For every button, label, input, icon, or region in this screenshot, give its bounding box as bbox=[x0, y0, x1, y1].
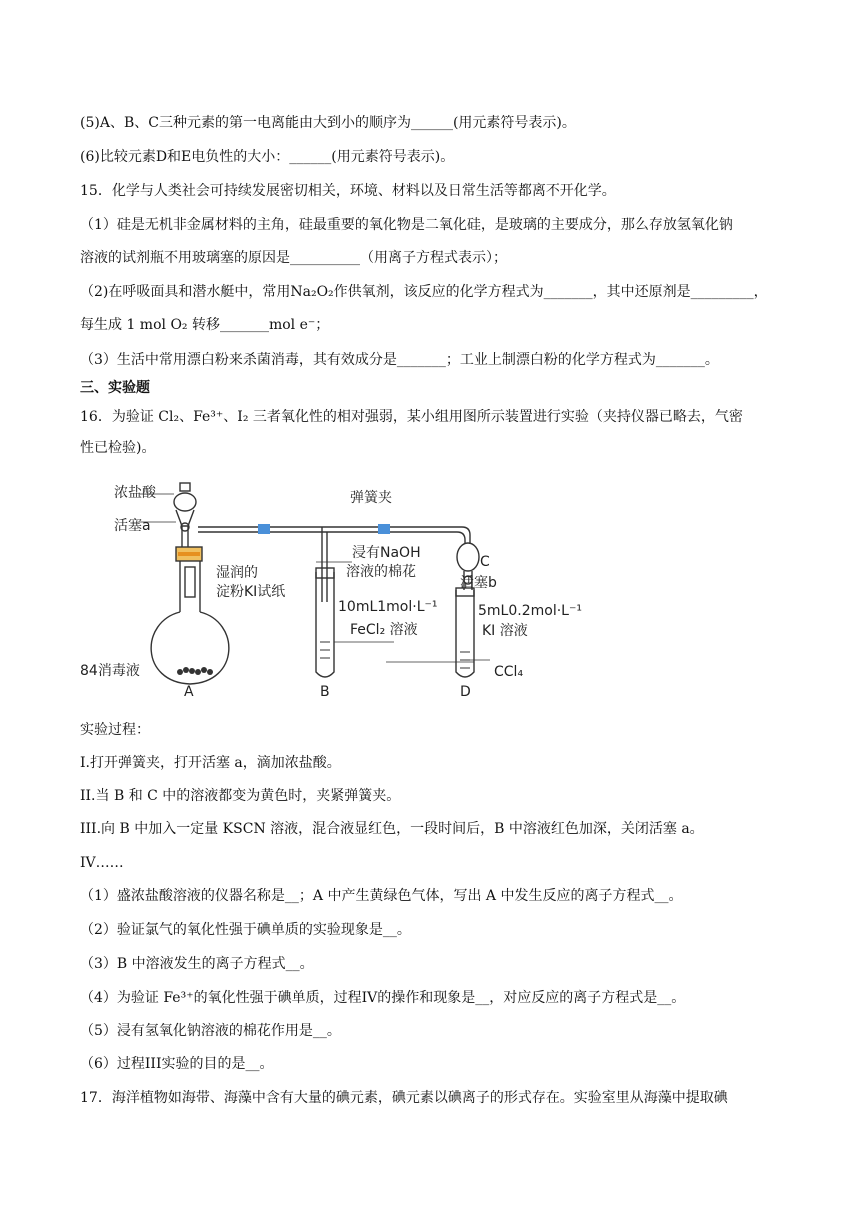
label-ki: KI 溶液 bbox=[482, 623, 528, 639]
q16-part6: （6）过程III实验的目的是__。 bbox=[80, 1056, 274, 1072]
process-title: 实验过程： bbox=[80, 722, 150, 738]
step-4: IV…… bbox=[80, 855, 124, 871]
q16-part3: （3）B 中溶液发生的离子方程式__。 bbox=[80, 956, 314, 972]
q14-line6: (6)比较元素D和E电负性的大小：______(用元素符号表示)。 bbox=[80, 149, 455, 165]
step-3: III.向 B 中加入一定量 KSCN 溶液，混合液显红色，一段时间后，B 中溶液红色加深，关闭活塞 a。 bbox=[80, 821, 704, 837]
q16-part4: （4）为验证 Fe³⁺的氧化性强于碘单质，过程IV的操作和现象是__，对应反应的离子方程式是__。 bbox=[80, 990, 686, 1006]
label-b: B bbox=[320, 684, 330, 700]
label-stopcock-b: 活塞b bbox=[460, 575, 497, 591]
label-wet-ki-2: 淀粉KI试纸 bbox=[216, 584, 286, 600]
label-fecl2-conc: 10mL1mol·L⁻¹ bbox=[338, 599, 438, 615]
apparatus-diagram bbox=[80, 472, 600, 702]
q15-part2-a: （2)在呼吸面具和潜水艇中，常用Na₂O₂作供氧剂，该反应的化学方程式为_______，其中还原剂是_________， bbox=[80, 284, 768, 300]
section-heading: 三、实验题 bbox=[80, 380, 150, 396]
q16-intro-b: 性已检验)。 bbox=[80, 440, 156, 456]
label-stopcock-a: 活塞a bbox=[114, 518, 151, 534]
q16-part1: （1）盛浓盐酸溶液的仪器名称是__；A 中产生黄绿色气体，写出 A 中发生反应的离子方程式__。 bbox=[80, 888, 683, 904]
q16-part2: （2）验证氯气的氧化性强于碘单质的实验现象是__。 bbox=[80, 922, 411, 938]
label-wet-ki-1: 湿润的 bbox=[216, 565, 258, 581]
label-spring-clip: 弹簧夹 bbox=[350, 490, 392, 506]
label-ki-conc: 5mL0.2mol·L⁻¹ bbox=[478, 603, 582, 619]
step-1: I.打开弹簧夹，打开活塞 a，滴加浓盐酸。 bbox=[80, 755, 341, 771]
label-conc-hcl: 浓盐酸 bbox=[114, 485, 156, 501]
step-2: II.当 B 和 C 中的溶液都变为黄色时，夹紧弹簧夹。 bbox=[80, 788, 401, 804]
label-a: A bbox=[184, 684, 194, 700]
q15-intro: 15．化学与人类社会可持续发展密切相关，环境、材料以及日常生活等都离不开化学。 bbox=[80, 183, 616, 199]
q15-part1-a: （1）硅是无机非金属材料的主角，硅最重要的氧化物是二氧化硅，是玻璃的主要成分，那么存放氢氧化钠 bbox=[80, 217, 733, 233]
q16-intro-a: 16．为验证 Cl₂、Fe³⁺、I₂ 三者氧化性的相对强弱，某小组用图所示装置进行实验（夹持仪器已略去，气密 bbox=[80, 409, 743, 425]
label-c: C bbox=[480, 554, 490, 570]
q14-line5: (5)A、B、C三种元素的第一电离能由大到小的顺序为______(用元素符号表示)。 bbox=[80, 115, 576, 131]
q17-intro: 17．海洋植物如海带、海藻中含有大量的碘元素，碘元素以碘离子的形式存在。实验室里从海藻中提取碘 bbox=[80, 1090, 728, 1106]
label-ccl4: CCl₄ bbox=[494, 664, 524, 680]
q15-part3: （3）生活中常用漂白粉来杀菌消毒，其有效成分是_______；工业上制漂白粉的化学方程式为_______。 bbox=[80, 352, 719, 368]
q16-part5: （5）浸有氢氧化钠溶液的棉花作用是__。 bbox=[80, 1023, 341, 1039]
q15-part1-b: 溶液的试剂瓶不用玻璃塞的原因是__________（用离子方程式表示）； bbox=[80, 250, 507, 266]
label-bleach: 84消毒液 bbox=[80, 663, 140, 679]
label-naoh-2: 溶液的棉花 bbox=[346, 564, 416, 580]
label-naoh-1: 浸有NaOH bbox=[352, 545, 421, 561]
q15-part2-b: 每生成 1 mol O₂ 转移_______mol e⁻； bbox=[80, 317, 330, 333]
label-d: D bbox=[460, 684, 471, 700]
label-fecl2: FeCl₂ 溶液 bbox=[350, 622, 418, 638]
